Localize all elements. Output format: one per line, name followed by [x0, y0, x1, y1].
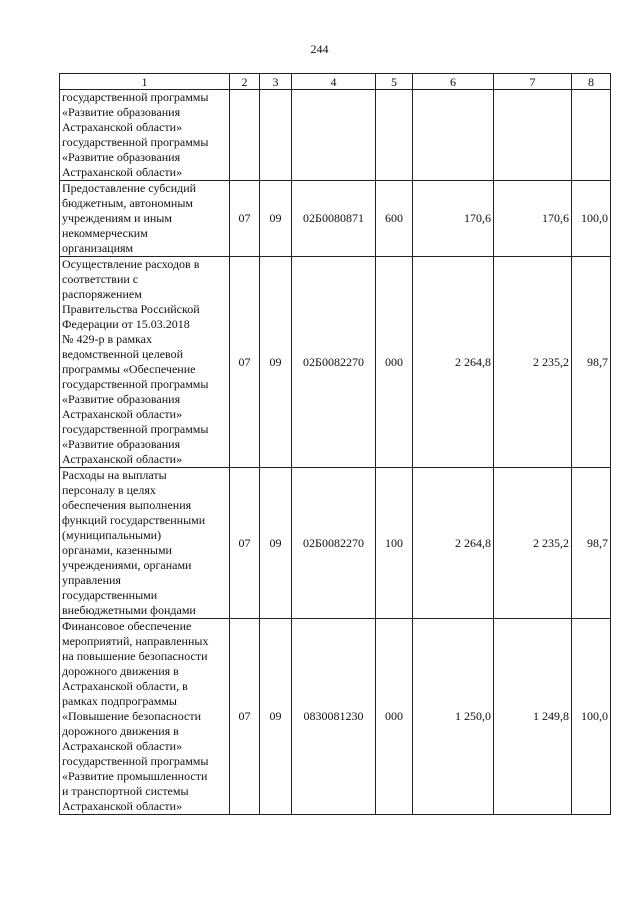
expense-type-cell: 600 [376, 181, 413, 257]
chapter-cell: 07 [230, 181, 260, 257]
page-number: 244 [310, 42, 329, 56]
expense-type-cell: 000 [376, 619, 413, 815]
target-article-cell: 02Б0080871 [292, 181, 376, 257]
subchapter-cell: 09 [260, 181, 292, 257]
row-name-cell [60, 257, 230, 468]
actual-amount-cell: 1 249,8 [494, 619, 572, 815]
budget-table [59, 73, 611, 815]
percent-cell: 100,0 [572, 619, 611, 815]
subchapter-cell [260, 90, 292, 181]
row-name: Финансовое обеспечение мероприятий, направленных на повышение безопасности дорожного движения в Астраханской области, в рамках подпрограммы «Повышение безопасности дорожного движения в Астраханской области» государственной программы «Развитие промышленности и транспортной системы Астраханской области» [62, 619, 209, 813]
target-article-cell: 0830081230 [292, 619, 376, 815]
planned-amount-cell: 1 250,0 [413, 619, 494, 815]
header-cell-2: 2 [230, 74, 260, 90]
row-name-cell [60, 90, 230, 181]
subchapter-cell: 09 [260, 468, 292, 619]
table-row [60, 619, 611, 815]
planned-amount-cell [413, 90, 494, 181]
expense-type-cell: 100 [376, 468, 413, 619]
target-article-cell [292, 90, 376, 181]
actual-amount-cell: 2 235,2 [494, 468, 572, 619]
table-row [60, 257, 611, 468]
planned-amount-cell: 170,6 [413, 181, 494, 257]
header-cell-8: 8 [572, 74, 611, 90]
row-name-cell [60, 468, 230, 619]
row-name-cell [60, 619, 230, 815]
row-name: государственной программы «Развитие образования Астраханской области» государственной программы «Развитие образования Астраханской области» [62, 90, 209, 179]
row-name: Осуществление расходов в соответствии с распоряжением Правительства Российской Федерации от 15.03.2018 № 429-р в рамках ведомственной целевой программы «Обеспечение государственной программы «Развитие образования Астраханской области» государственной программы «Развитие образования Астраханской области» [62, 257, 209, 466]
table-row [60, 90, 611, 181]
percent-cell [572, 90, 611, 181]
target-article-cell: 02Б0082270 [292, 468, 376, 619]
row-name: Предоставление субсидий бюджетным, автономным учреждениям и иным некоммерческим организациям [62, 181, 197, 255]
chapter-cell [230, 90, 260, 181]
planned-amount-cell: 2 264,8 [413, 468, 494, 619]
expense-type-cell: 000 [376, 257, 413, 468]
subchapter-cell: 09 [260, 619, 292, 815]
header-cell-5: 5 [376, 74, 413, 90]
chapter-cell: 07 [230, 257, 260, 468]
table-row [60, 468, 611, 619]
subchapter-cell: 09 [260, 257, 292, 468]
planned-amount-cell: 2 264,8 [413, 257, 494, 468]
row-name: Расходы на выплаты персоналу в целях обеспечения выполнения функций государственными (муниципальными) органами, казенными учреждениями, органами управления государственными внебюджетными фондами [62, 468, 206, 617]
table-row [60, 181, 611, 257]
actual-amount-cell [494, 90, 572, 181]
actual-amount-cell: 170,6 [494, 181, 572, 257]
actual-amount-cell: 2 235,2 [494, 257, 572, 468]
header-cell-3: 3 [260, 74, 292, 90]
chapter-cell: 07 [230, 468, 260, 619]
header-cell-7: 7 [494, 74, 572, 90]
row-name-cell [60, 181, 230, 257]
percent-cell: 98,7 [572, 257, 611, 468]
header-cell-1: 1 [60, 74, 230, 90]
header-cell-4: 4 [292, 74, 376, 90]
chapter-cell: 07 [230, 619, 260, 815]
percent-cell: 98,7 [572, 468, 611, 619]
target-article-cell: 02Б0082270 [292, 257, 376, 468]
header-row [60, 74, 611, 90]
percent-cell: 100,0 [572, 181, 611, 257]
header-cell-6: 6 [413, 74, 494, 90]
expense-type-cell [376, 90, 413, 181]
